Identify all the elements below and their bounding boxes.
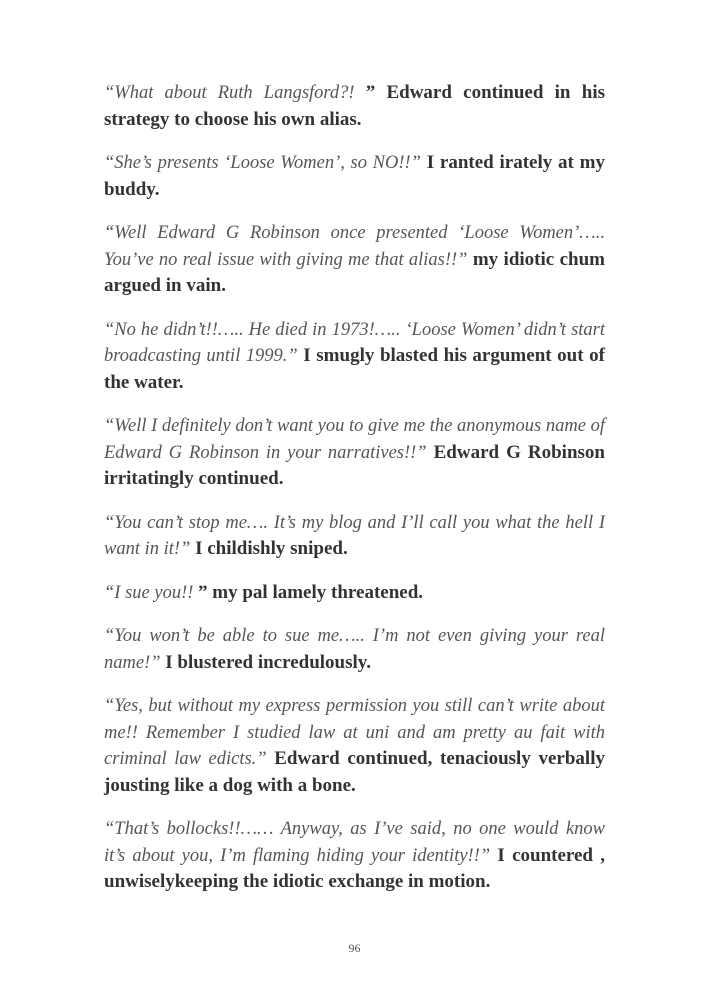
page-number: 96 — [348, 941, 361, 955]
paragraph-5 — [104, 413, 605, 493]
dialogue: “You won’t be able to sue me….. I’m not even giving your real name!” — [104, 626, 605, 673]
paragraph-4 — [104, 317, 605, 397]
paragraph-10 — [104, 816, 605, 896]
paragraph-8 — [104, 623, 605, 676]
dialogue: “She’s presents ‘Loose Women’, so NO!!” — [104, 153, 421, 173]
paragraph-3 — [104, 220, 605, 300]
dialogue: “Well Edward G Robinson once presented ‘Loose Women’….. You’ve no real issue with giving me that alias!!” — [104, 223, 605, 270]
dialogue: “I sue you!! — [104, 582, 199, 603]
narration: I smugly blasted his argument out of the water. — [104, 345, 605, 393]
narration: my idiotic chum argued in vain. — [104, 248, 606, 296]
dialogue: “Well I definitely don’t want you to give me the anonymous name of Edward G Robinson in your narratives!!” — [104, 416, 605, 463]
dialogue: “You can’t stop me…. It’s my blog and I’ll call you what the hell I want in it!” — [104, 512, 605, 559]
narration: Edward G Robinson irritatingly continued. — [104, 441, 605, 489]
paragraph-7 — [104, 580, 605, 607]
narration: ” my pal lamely threatened. — [198, 581, 424, 603]
paragraph-6 — [104, 510, 605, 563]
narration: I blustered incredulously. — [160, 651, 371, 673]
narration: ” Edward continued in his strategy to choose his own alias. — [104, 82, 605, 130]
narration: I ranted irately at my buddy. — [104, 152, 605, 200]
narration: I countered , unwiselykeeping the idiotic exchange in motion. — [104, 844, 605, 892]
narration: Edward continued, tenaciously verbally jousting like a dog with a bone. — [104, 748, 605, 796]
dialogue: “No he didn’t!!….. He died in 1973!….. ‘Loose Women’ didn’t start broadcasting until 1999.” — [104, 319, 605, 366]
narration: I childishly sniped. — [190, 538, 348, 559]
document-body — [104, 80, 605, 913]
dialogue: “That’s bollocks!!…… Anyway, as I’ve said, no one would know it’s about you, I’m flaming hiding your identity!!” — [104, 819, 605, 866]
paragraph-9 — [104, 693, 605, 799]
dialogue: “Yes, but without my express permission you still can’t write about me!! Remember I studied law at uni and am pretty au fait with criminal law edicts.” — [104, 696, 605, 769]
paragraph-1 — [104, 80, 605, 133]
paragraph-2 — [104, 150, 605, 203]
dialogue: “What about Ruth Langsford?! — [104, 83, 366, 103]
